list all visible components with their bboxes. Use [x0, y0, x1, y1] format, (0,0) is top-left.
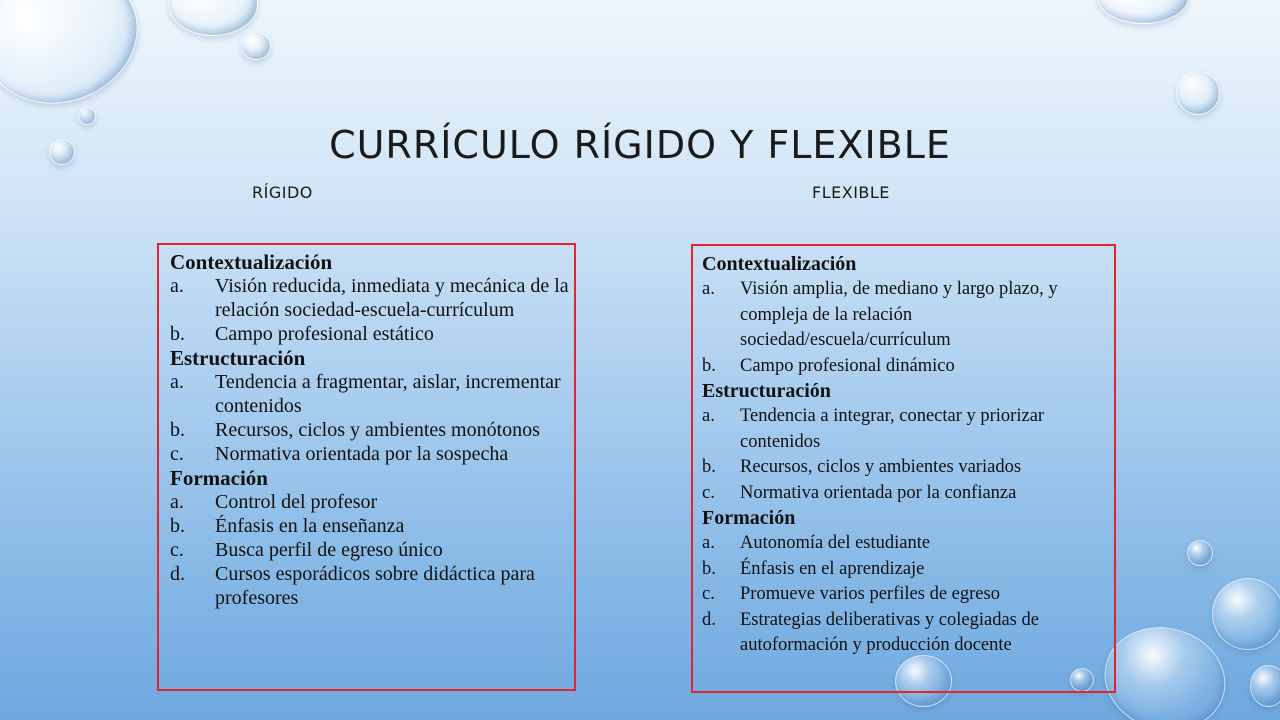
list-item	[170, 514, 574, 538]
list-marker: b.	[170, 419, 185, 441]
list-marker: a.	[702, 279, 715, 299]
list-item	[702, 608, 1114, 659]
list-item	[170, 418, 574, 442]
list-item	[170, 490, 574, 514]
list-item	[702, 455, 1114, 481]
section-title: Estructuración	[170, 346, 306, 370]
list-item-text: Promueve varios perfiles de egreso	[740, 584, 1000, 604]
list-item-text: Cursos esporádicos sobre didáctica para profesores	[215, 563, 535, 609]
flexible-heading: FLEXIBLE	[812, 183, 890, 202]
list-item-text: Tendencia a integrar, conectar y priorizar contenidos	[740, 406, 1045, 452]
list-item-text: Estrategias deliberativas y colegiadas de autoformación y producción docente	[740, 609, 1039, 655]
section-title: Formación	[170, 466, 268, 490]
list-marker: c.	[702, 482, 715, 503]
list-marker: c.	[702, 584, 715, 604]
list-marker: d.	[702, 609, 716, 630]
list-item-text: Tendencia a fragmentar, aislar, incrementar contenidos	[215, 371, 561, 417]
list-item	[702, 277, 1114, 354]
water-drop-decoration	[1097, 0, 1189, 24]
list-marker: a.	[170, 275, 184, 297]
list-marker: a.	[702, 406, 715, 426]
list-item	[170, 562, 574, 610]
list-marker: b.	[170, 515, 185, 537]
section-title: Contextualización	[702, 253, 857, 275]
rigido-heading: RÍGIDO	[252, 183, 313, 202]
list-item-text: Énfasis en el aprendizaje	[740, 558, 925, 579]
list-item	[702, 557, 1114, 583]
water-drop-decoration	[241, 32, 271, 60]
water-drop-decoration	[168, 0, 258, 36]
list-item	[170, 538, 574, 562]
section-title: Formación	[702, 507, 796, 529]
list-item	[702, 354, 1114, 380]
water-drop-decoration	[0, 0, 157, 125]
list-item-text: Normativa orientada por la confianza	[740, 482, 1017, 503]
list-marker: b.	[170, 323, 185, 345]
list-item-text: Visión reducida, inmediata y mecánica de la relación sociedad-escuela-currículum	[215, 275, 569, 321]
flexible-box	[691, 244, 1116, 693]
list-marker: a.	[702, 533, 715, 553]
list-item-text: Visión amplia, de mediano y largo plazo, y compleja de la relación sociedad/escuela/currículum	[740, 279, 1058, 350]
list-item-text: Control del profesor	[215, 491, 378, 513]
list-item	[170, 370, 574, 418]
list-item	[170, 322, 574, 346]
water-drop-decoration	[1250, 665, 1280, 707]
list-item	[702, 531, 1114, 557]
list-marker: c.	[170, 443, 184, 465]
section-title: Contextualización	[170, 250, 333, 274]
list-item-text: Autonomía del estudiante	[740, 533, 931, 553]
water-drop-decoration	[1176, 71, 1220, 115]
list-item-text: Recursos, ciclos y ambientes variados	[740, 457, 1022, 477]
slide-title: CURRÍCULO RÍGIDO Y FLEXIBLE	[329, 123, 951, 167]
list-marker: a.	[170, 371, 184, 393]
list-item	[702, 404, 1114, 455]
list-marker: b.	[702, 457, 716, 477]
list-item-text: Normativa orientada por la sospecha	[215, 443, 509, 465]
list-marker: a.	[170, 491, 184, 513]
list-marker: b.	[702, 558, 716, 579]
section-title: Estructuración	[702, 380, 831, 402]
list-item-text: Campo profesional estático	[215, 323, 434, 345]
list-marker: c.	[170, 539, 184, 561]
water-drop-decoration	[1212, 578, 1280, 650]
list-item-text: Campo profesional dinámico	[740, 355, 955, 376]
list-marker: d.	[170, 563, 185, 585]
list-marker: b.	[702, 355, 716, 376]
list-item-text: Énfasis en la enseñanza	[215, 515, 405, 537]
list-item	[702, 582, 1114, 608]
list-item-text: Recursos, ciclos y ambientes monótonos	[215, 419, 540, 441]
rigido-box	[157, 243, 576, 691]
water-drop-decoration	[1187, 540, 1213, 566]
list-item	[702, 481, 1114, 507]
list-item	[170, 442, 574, 466]
list-item	[170, 274, 574, 322]
list-item-text: Busca perfil de egreso único	[215, 539, 443, 561]
